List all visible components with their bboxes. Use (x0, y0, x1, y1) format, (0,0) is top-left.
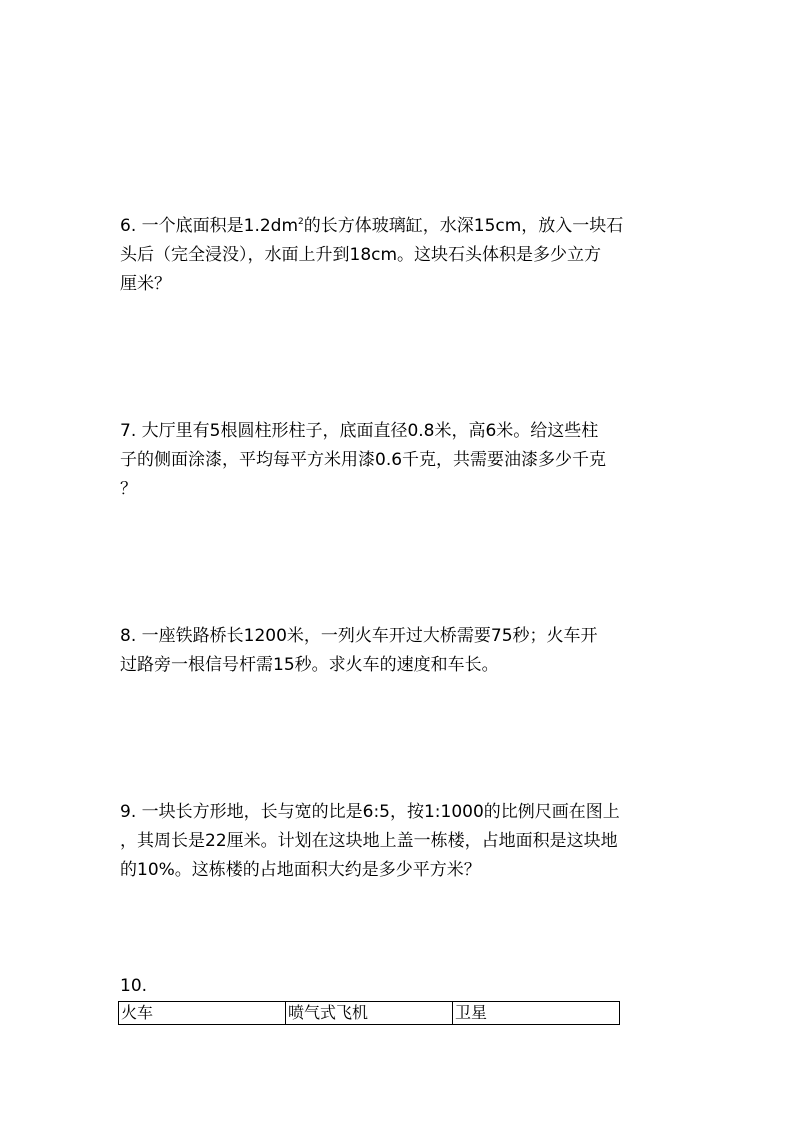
question-6-line-2: 头后（完全浸没），水面上升到18cm。这块石头体积是多少立方 (120, 245, 602, 265)
question-7-line-1: 7. 大厅里有5根圆柱形柱子，底面直径0.8米，高6米。给这些柱 (120, 421, 599, 441)
table-row (119, 1002, 620, 1025)
table-cell-satellite: 卫星 (453, 1002, 620, 1025)
question-8 (120, 622, 680, 680)
vehicle-table (118, 1001, 620, 1025)
question-9-line-2: ，其周长是22厘米。计划在这块地上盖一栋楼，占地面积是这块地 (120, 831, 618, 851)
question-10-label: 10. (120, 976, 148, 996)
question-8-line-1: 8. 一座铁路桥长1200米，一列火车开过大桥需要75秒；火车开 (120, 626, 598, 646)
question-7-line-3: ？ (120, 479, 137, 499)
question-6-line-1: 6. 一个底面积是$1.2dm^2$的长方体玻璃缸，水深15cm，放入一块石 (120, 216, 624, 236)
table-cell-jet-plane: 喷气式飞机 (286, 1002, 453, 1025)
question-7-line-2: 子的侧面涂漆，平均每平方米用漆0.6千克，共需要油漆多少千克 (120, 450, 607, 470)
question-6 (120, 212, 680, 299)
question-9-line-3: 的10%。这栋楼的占地面积大约是多少平方米？ (120, 860, 481, 880)
superscript-exponent: 2 (298, 217, 304, 227)
table-cell-train: 火车 (119, 1002, 286, 1025)
question-9 (120, 798, 680, 885)
question-6-line-3: 厘米？ (120, 274, 171, 294)
question-9-line-1: 9. 一块长方形地，长与宽的比是6:5，按1:1000的比例尺画在图上 (120, 802, 620, 822)
question-7 (120, 417, 680, 504)
question-10 (120, 972, 680, 1001)
question-8-line-2: 过路旁一根信号杆需15秒。求火车的速度和车长。 (120, 655, 499, 675)
